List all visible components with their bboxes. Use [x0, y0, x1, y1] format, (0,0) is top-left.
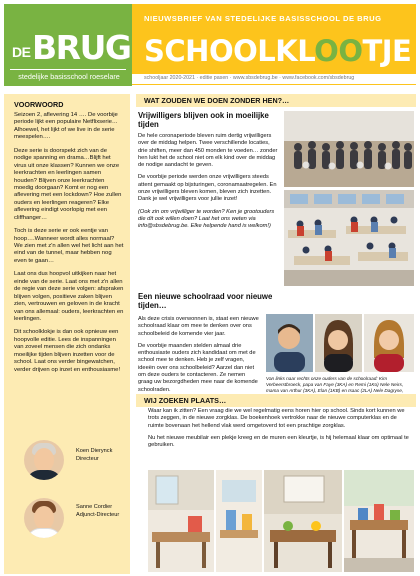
parent-nele-neirs-illustration: [315, 314, 362, 372]
parent-photo-nele-dagryse: [364, 314, 414, 372]
zorgklas-photo-1: [148, 470, 214, 572]
article-paragraph: De voorbije maanden stelden almaal drie enthousiaste ouders zich kandidaat om met de school mee te denken. Heb je zelf vragen, ideeën over ons schoolbeleid? Aarzel dan niet om deze ouders te contacteren. Ze nemen graag uw bezorgdheden mee naar de komende schoolraden.: [138, 342, 258, 393]
article-paragraph: Nu het nieuwe meubilair een plekje kreeg en de muren een kleurtje, is hij helemaal klaar om optimaal te gebruiken.: [148, 434, 409, 449]
parent-kim-illustration: [266, 314, 313, 372]
zorgklas-photo-2: [216, 470, 262, 572]
edition-meta: schooljaar 2020-2021 · editie pasen · www.sbsdebrug.be · www.facebook.com/sbsdebrug: [144, 75, 355, 81]
zorgklas-photo-3: [264, 470, 342, 572]
article-paragraph: Waar kan ik zitten? Een vraag die we wel regelmatig eens horen hier op school. Sinds kort kunnen we trots zeggen, in de nieuwe zorgklas. De boekenhoek vertrokke naar de nieuwe computerklas en de ruimte bovenaan het hellend vlak werd omgetoverd tot een prachtige zorgklas.: [148, 408, 405, 429]
section-header-volunteers: [136, 94, 416, 107]
voorwoord-paragraph: Dit schoolklokje is dan ook opnieuw een hoopvolle editie. Lees de inspanningen van zoveel mensen die zich ondanks moeilijke tijden blijven inzetten voor de school. Laat ons verder bingewatchen, verder drijven op inzet en enthousiasme!: [14, 329, 121, 373]
zorgklas-illustration-2: [216, 470, 262, 572]
volunteers-group-photo: [284, 111, 414, 187]
article-volunteers-title: Vrijwilligers blijven ook in moeilijke tijden: [138, 111, 269, 130]
voorwoord-paragraph: Deze serie is doorspekt zich van de nodige spanning en drama…Blijft het virus uit onze klassen? Kunnen we onze leerkrachten en leerlingen samen houden? Blijven onze leerkrachten moedig doorgaan? Komt er nog een aflevering met een lockdown? Hoe zullen ouders en leerlingen reageren? Elke aflevering eindigt voorlopig met een cliffhanger…: [14, 147, 122, 221]
schoolraad-caption: Van links naar rechts onze ouders van de schoolraad: Kim Verbeerstbroeck, papa van Faye (3KA) en Remi (1Ko) Nele Neirs, mama van Arthur (3KA), Elan (1KB) en Isaac (2LA) Nele Dagryse,: [266, 376, 404, 394]
section-title: WAT ZOUDEN WE DOEN ZONDER HEN?…: [144, 96, 290, 105]
section-title: WIJ ZOEKEN PLAATS…: [144, 396, 227, 405]
title-part-kl: KL: [275, 34, 315, 68]
title-part-o2: O: [338, 34, 363, 68]
voorwoord-body: [14, 112, 124, 380]
voorwoord-paragraph: Toch is deze serie er ook eentje van hoop….Wanneer wordt alles normaal? We zien met z'n allen wel het licht aan het eind van de tunnel, maar hebben nog even te gaan…: [14, 228, 124, 264]
newsletter-subtitle: NIEUWSBRIEF VAN STEDELIJKE BASISSCHOOL DE BRUG: [144, 14, 382, 23]
article-schoolraad-title: Een nieuwe schoolraad voor nieuwe tijden…: [138, 292, 273, 311]
signer-1: [76, 448, 112, 463]
volunteer-callout: (Ook zin om vrijwilliger te worden? Ken je grootouders die dit ook willen doen? Laat het ons weten via info@sbsdebrug.be. Elke helpende hand is welkom!): [138, 208, 275, 230]
article-paragraph: Als deze crisis overwonnen is, staat een nieuwe schoolraad klaar om mee te denken over ons schoolbeleid de komende vier jaar.: [138, 316, 259, 337]
director-portrait: [24, 440, 64, 480]
refectory-photo: [284, 190, 414, 286]
voorwoord-paragraph: Laat ons dus hoopvol uitkijken naar het einde van de serie. Laat ons met z'n allen de regie van deze serie volgen: afspraken blijven volgen, positieve zaken blijven zien, vertrouwen en geloven in de kracht van ons allemaal: ouders, leerkrachten en leerlingen.: [14, 271, 124, 322]
logo-subtitle: stedelijke basisschool roeselare: [18, 72, 120, 81]
voorwoord-paragraph: Seizoen 2, aflevering 14 …. De voorbije periode lijkt een populaire Netflixserie…Alhoewel, het lijkt of we live in de serie meespelen….: [14, 112, 118, 141]
volunteers-group-illustration: [284, 111, 414, 187]
zorgklas-illustration-4: [344, 470, 414, 572]
signer-1-name: Koen Dierynck: [76, 448, 113, 454]
section-header-zorgklas: [136, 394, 416, 407]
title-part-o1: O: [314, 34, 339, 68]
signer-1-role: Directeur: [76, 455, 99, 462]
parent-nele-dagryse-illustration: [364, 314, 414, 372]
masthead: [132, 4, 416, 74]
header-rule: [132, 84, 416, 85]
title-part-tje: TJE: [362, 34, 412, 68]
parent-photo-nele-neirs: [315, 314, 362, 372]
adjunct-director-portrait: [24, 498, 64, 538]
article-paragraph: De hele coronaperiode bleven ruim dertig vrijwilligers over de middag helpen. Twee verschillende locaties, drie shiften, meer dan 450 monden te voeden… zonder hen lukt het de school niet om elk kind over de middag de nodige aandacht te geven.: [138, 133, 278, 169]
parent-photo-kim: [266, 314, 313, 372]
title-part-school: SCHOOL: [144, 34, 276, 68]
voorwoord-heading: VOORWOORD: [14, 100, 64, 109]
refectory-illustration: [284, 190, 414, 286]
article-paragraph: De voorbije periode werden onze vrijwilligers steeds attent gemaakt op bijsturingen, coronamaatregelen. En onze vrijwilligers bleven komen, bleven zich inzetten. Dank je wel vrijwilligers voor jullie inzet!: [138, 174, 277, 203]
logo-main: BRUG: [32, 28, 131, 67]
voorwoord-column: [4, 94, 130, 574]
newsletter-title: [144, 34, 411, 68]
logo-divider: [10, 69, 126, 70]
zorgklas-illustration-3: [264, 470, 342, 572]
zorgklas-photo-4: [344, 470, 414, 572]
school-logo: [4, 4, 132, 86]
signer-2-name: Sanne Cordier: [76, 504, 113, 510]
signer-2-role: Adjunct-Directeur: [76, 511, 120, 518]
logo-prefix: DE: [12, 44, 31, 60]
signer-2: [76, 504, 119, 519]
article-volunteers-body: [138, 133, 278, 236]
article-zorgklas-body: [148, 408, 412, 454]
article-schoolraad-body: [138, 316, 260, 399]
zorgklas-illustration-1: [148, 470, 214, 572]
